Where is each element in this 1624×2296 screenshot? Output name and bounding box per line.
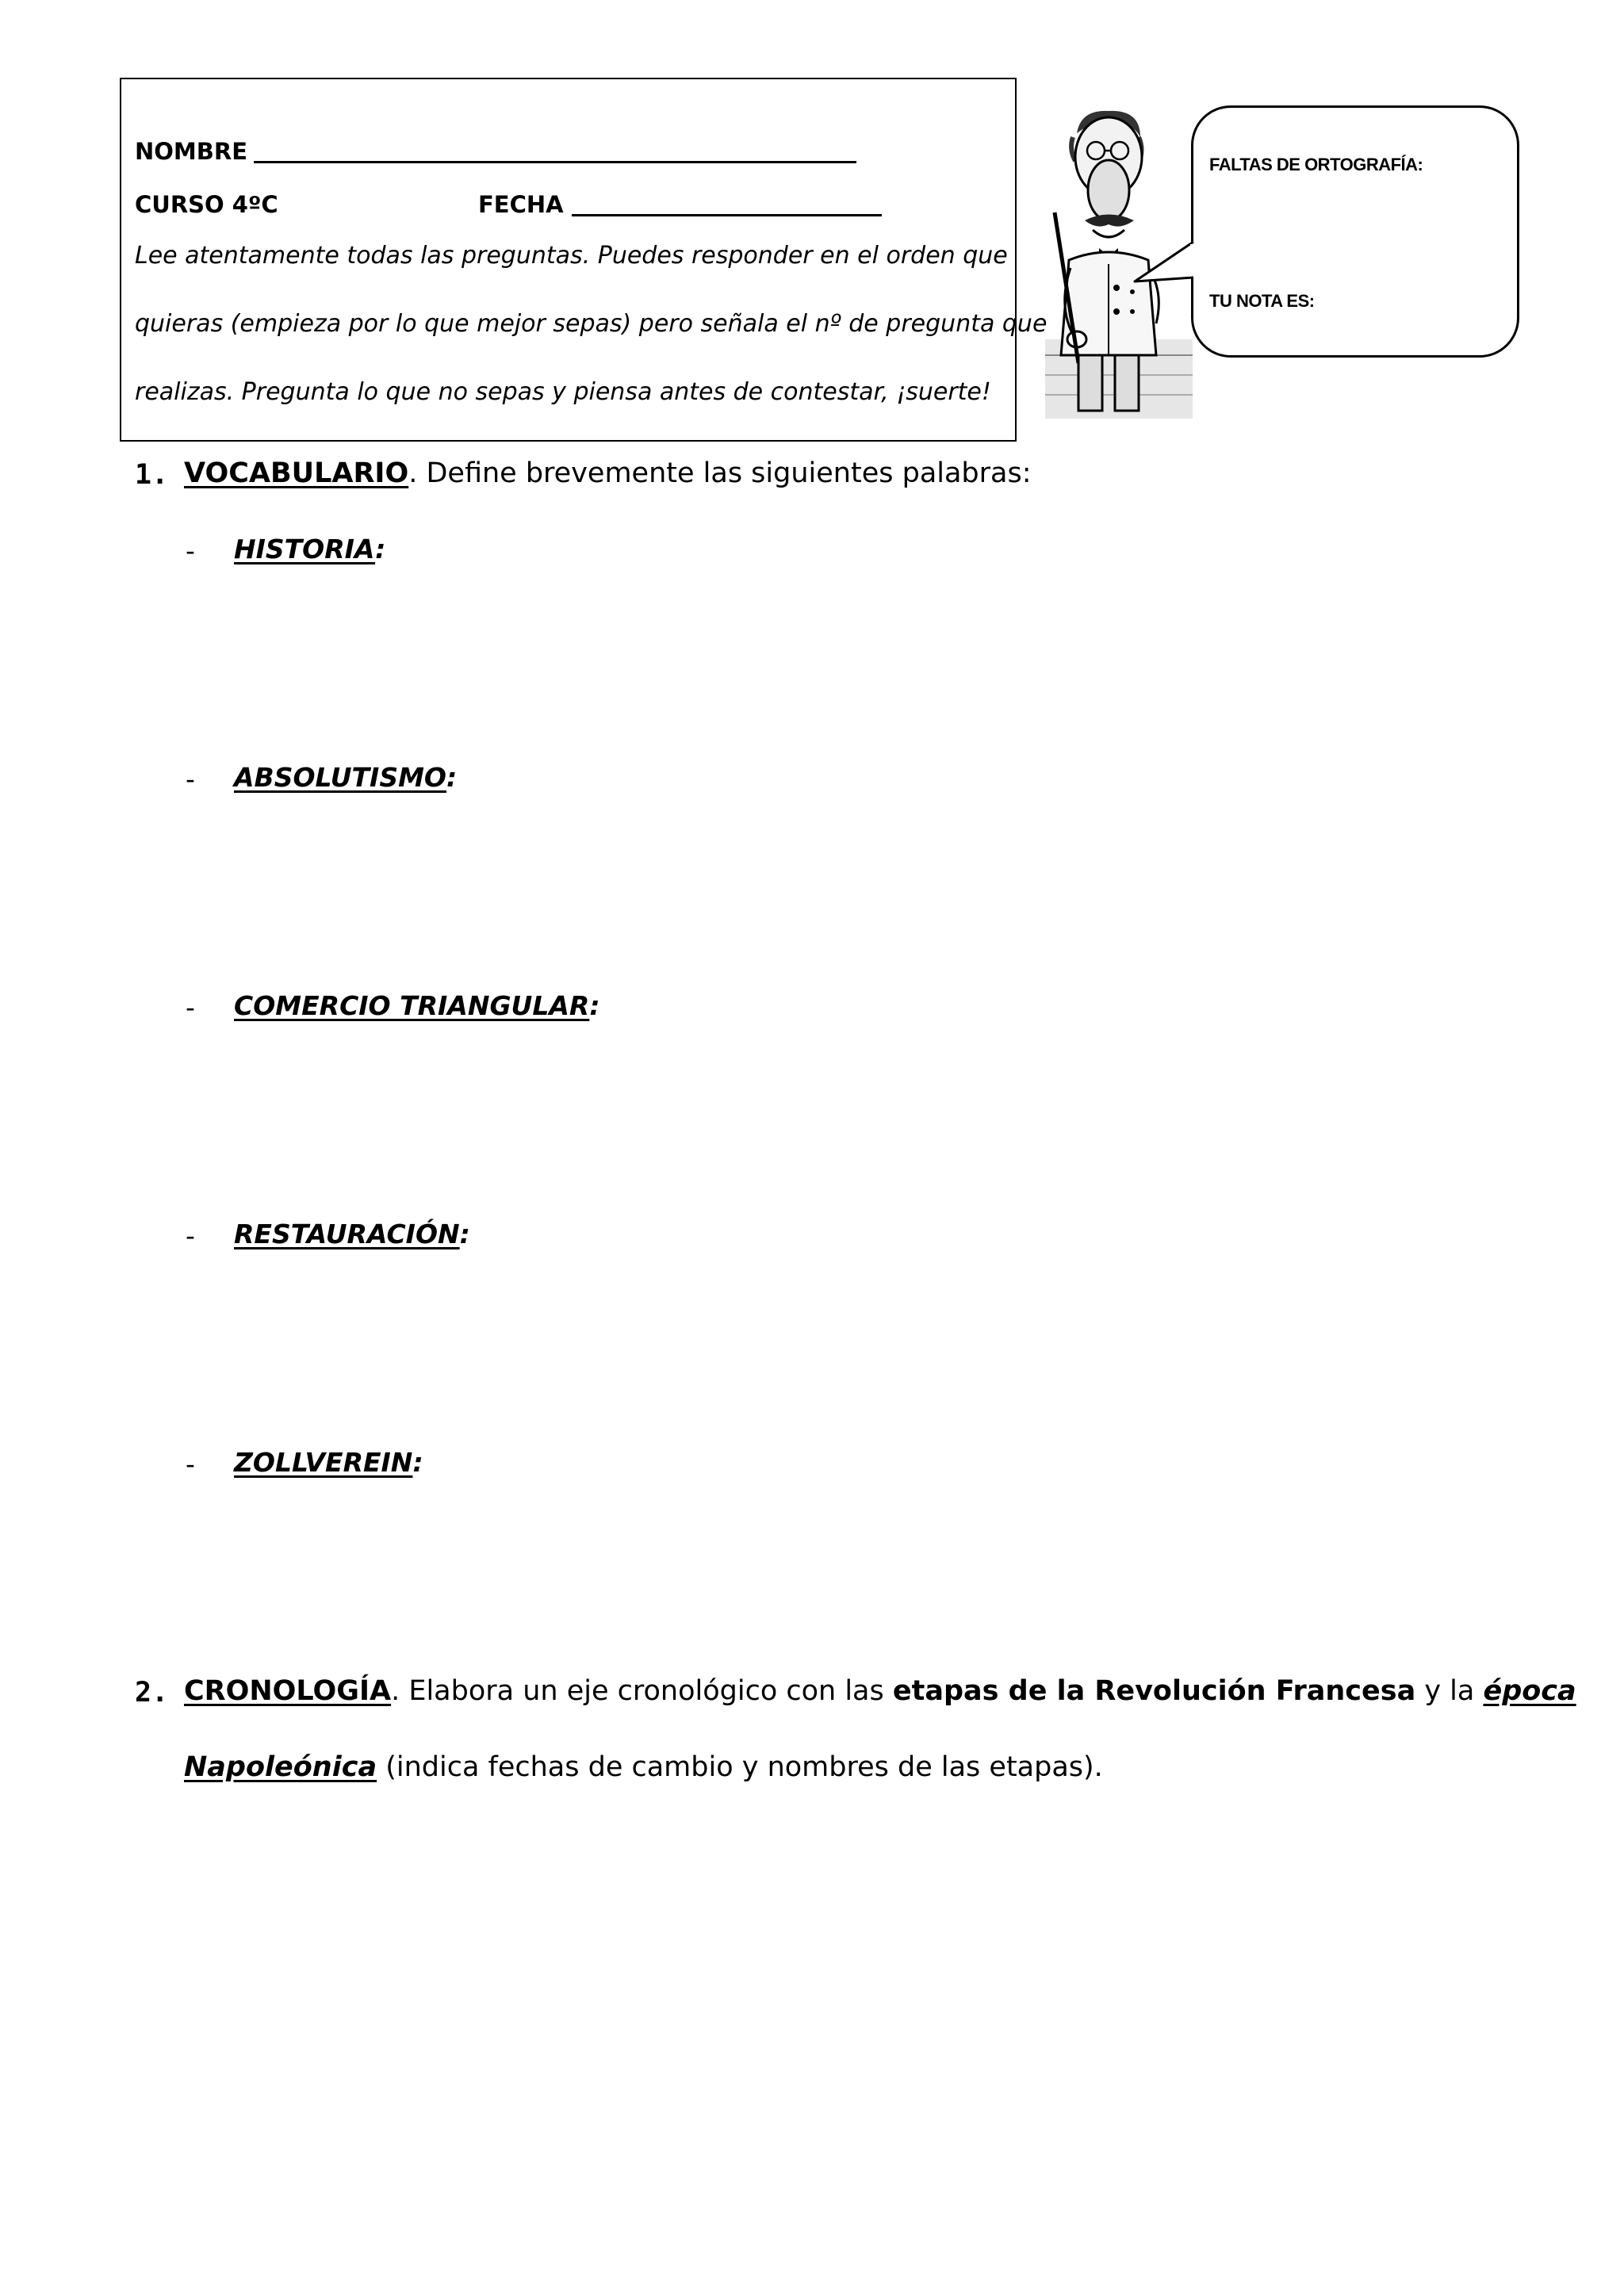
term-restauracion: RESTAURACIÓN: — [234, 1219, 470, 1249]
term-dash: - — [186, 535, 195, 566]
question-1-heading — [184, 457, 1032, 489]
term-dash: - — [186, 992, 195, 1023]
term-comercio-triangular: COMERCIO TRIANGULAR: — [234, 990, 600, 1021]
question-2-line-1: CRONOLOGÍA. Elabora un eje cronológico con las etapas de la Revolución Francesa y la época — [184, 1675, 1576, 1707]
grade-label: TU NOTA ES: — [1209, 291, 1315, 311]
course-label: CURSO 4ºC — [135, 191, 278, 218]
question-number: 1. — [135, 459, 169, 491]
question-number: 2. — [135, 1677, 169, 1709]
question-text: . Define brevemente las siguientes palabras: — [408, 457, 1032, 489]
term-dash: - — [186, 1448, 195, 1479]
grade-speech-bubble — [1191, 105, 1519, 358]
date-field[interactable] — [572, 214, 882, 216]
question-title: VOCABULARIO — [184, 457, 409, 489]
name-label: NOMBRE — [135, 138, 248, 165]
term-historia: HISTORIA: — [234, 534, 386, 564]
date-label: FECHA — [478, 191, 564, 218]
term-dash: - — [186, 763, 195, 794]
question-2-line-2: Napoleónica (indica fechas de cambio y nombres de las etapas). — [184, 1751, 1103, 1783]
spelling-errors-label: FALTAS DE ORTOGRAFÍA: — [1209, 155, 1423, 174]
instructions-line: realizas. Pregunta lo que no sepas y piensa antes de contestar, ¡suerte! — [135, 378, 991, 406]
term-zollverein: ZOLLVEREIN: — [234, 1447, 423, 1478]
instructions-line: Lee atentamente todas las preguntas. Puedes responder en el orden que — [135, 242, 1008, 270]
speech-bubble-tail — [1132, 238, 1196, 309]
name-field[interactable] — [254, 161, 856, 163]
term-absolutismo: ABSOLUTISMO: — [234, 762, 458, 793]
instructions-line: quieras (empieza por lo que mejor sepas) pero señala el nº de pregunta que — [135, 310, 1048, 338]
term-dash: - — [186, 1220, 195, 1251]
